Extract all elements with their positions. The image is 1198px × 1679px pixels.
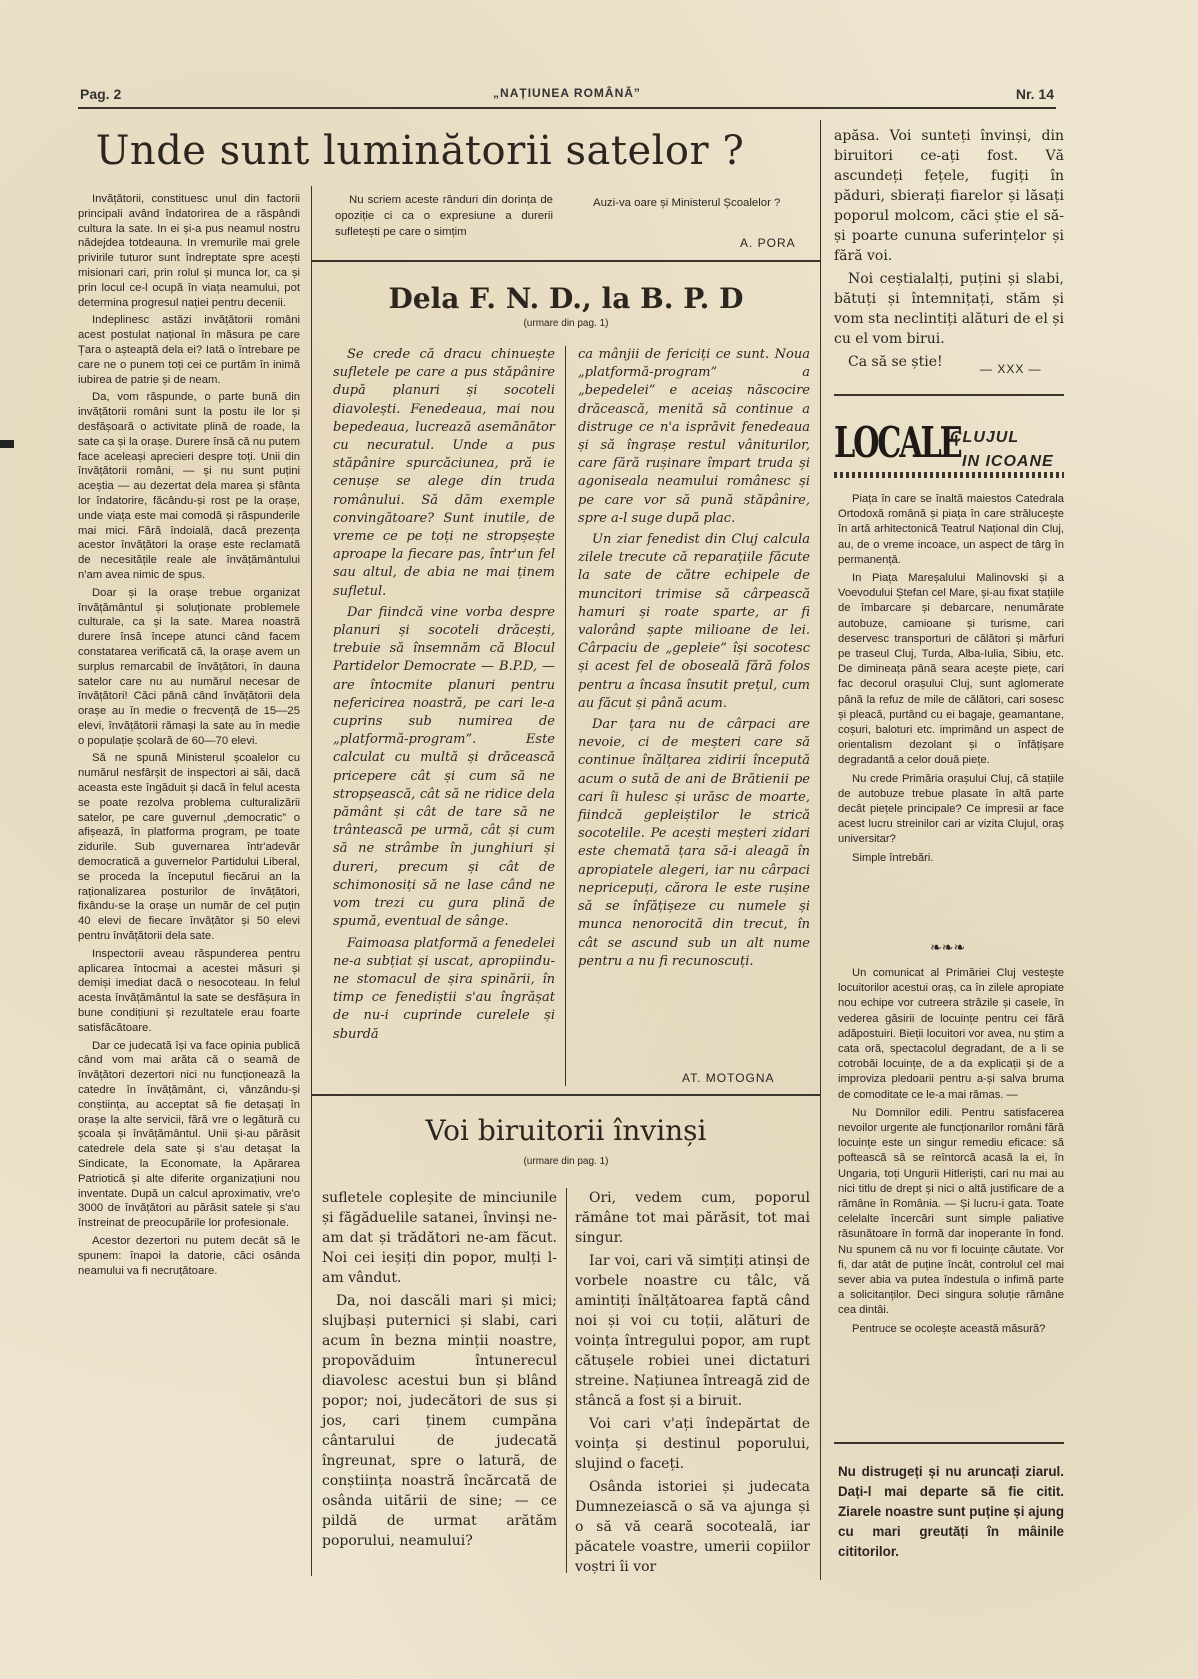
article-1-paragraph: Invățătorii, constituesc unul din factorii principali având îndatorirea de a răspândi cultura la sate. In ei și-a pus neamul nostru nădejdea totdeauna. In vremurile mai grele privirile tuturor sunt îndreptate spre acești misionari cari, prin rolul și munca lor, ca și prin locul ce-l ocupă în viața neamului, pot determina progresul nației pentru decenii. (78, 193, 300, 309)
article-2-paragraph: Un ziar fenedist din Cluj calcula zilele trecute că reparațiile făcute la sate de către echipele de muncitori trimise să cârpească hamuri și roate sparte, ar fi valorând șapte milioane de lei. Cârpaciu de „gepleie” își socotesc și acest fel de oboseală fără folos pentru a încasa însutit prețul, cum au făcut și până acum. (578, 532, 810, 711)
article-1-paragraph: Dar ce judecată își va face opinia publică când vom mai arăta că o seamă de învățători dezertori nici nu funcționează la catedre în învățământ, ci, vânzându-și conștiința, au acceptat să fie detașați în orașe la alte servicii, fără vre o legătură cu școala și învățământul. Unii și-au părăsit catedrele dela sate și s'au detașat la Sindicate, la Economate, la Apărarea Patriotică și alte diferite organizațiuni nou inventate. După un calcul aproximativ, vre'o 3000 de învățători au părăsit satele și s'au înstreinat de preocupările lor profesionale. (78, 1039, 300, 1230)
locale-paragraph: Piața în care se înaltă maiestos Catedrala Ortodoxă română și piața în care strălucește în artă arhitectonică Teatrul Național din Cluj, au, de o vreme incoace, un aspect de târg în permanență. (838, 493, 1064, 566)
locale-paragraph: Nu crede Primăria orașului Cluj, că stațiile de autobuze trebue plasate în altă parte decât piețele principale? Ce impresii ar face acest lucru streinilor cari ar vizita Clujul, oraș universitar? (838, 772, 1064, 846)
article-3-paragraph: Ori, vedem cum, poporul rămâne tot mai părăsit, tot mai singur. (575, 1190, 810, 1246)
article-2-paragraph: Se crede că dracu chinuește sufletele pe care a pus stăpânire după planuri și socoteli diavolești. Fenedeaua, mai nou bepedeaua, lucrează asemănător cu necuratul. Unde a pus stăpânire spurcăciunea, pră ie cenușe se alege din truda românului. Să dăm exemple convingătoare? Sunt inutile, de vreme ce pe toți ne stropșește aproape la fiecare pas, într'un fel sau altul, de abia ne mai ținem sufletul. (333, 347, 555, 599)
article-1-paragraph: Nu scriem aceste rânduri din dorința de opoziție ci ca o expresiune a durerii sufletești pe care o simțim (335, 194, 553, 238)
article-3-continuation (834, 126, 1064, 375)
locale-body-2 (838, 966, 1064, 1340)
article-3-paragraph: Da, noi dascăli mari și mici; slujbași puternici și slabi, cari acum în bezna minții noastre, propovăduim întunerecul diavolesc acestui bun și blând popor; noi, judecători de sus și jos, cari ținem cumpăna cântarului de judecată îngreunat, spre o latură, de conștiința noastră încărcată de osânda uitării de sine; — ce pildă de urmat arătăm poporului, neamului? (322, 1293, 557, 1549)
locale-paragraph: Nu Domnilor edili. Pentru satisfacerea nevoilor urgente ale funcționarilor români fără locuințe este un singur remediu eficace: să poftească să se reîntorcă acasă la ei, în Ungaria, toți Ungurii Hitleriști, cari nu mai au nici titlu de drept și nici o altă justificare de a rămâne în România. — Și lucru-i gata. Toate celelalte încercări sunt simple paliative răsunătoare în formă dar inoperante în fond. Nu spunem că nu vor fi locuințe căutate. Vor fi, dar atât de puține încât, controlul cel mai sever abia va putea îndestula o infimă parte a solicitanților. Deci singura soluție rămâne cea dintâi. (838, 1106, 1064, 1317)
newspaper-name: „NAȚIUNEA ROMÂNĂ” (493, 86, 641, 100)
article-1-title: Unde sunt luminătorii satelor ? (95, 128, 745, 174)
article-2-paragraph: Dar țara nu de cârpaci are nevoie, ci de meșteri care să continue înălțarea zidirii începută acum o sută de ani de Brătienii pe cari îi hulesc și urăsc de moarte, fiindcă gepleiștilor le strică socotelile. Pe acești meșteri zidari este chemată țara să-i aleagă în apropiatele alegeri, iar nu cârpaci nepricepuți, cărora le este rușine să se înfățișeze cu numele și munca nenorocită din trecut, în cât se ascund sub un alt nume pentru a nu fi recunoscuți. (578, 717, 810, 969)
article-3-paragraph: Noi ceștialalți, puțini și slabi, bătuți și întemnițați, stăm și vom sta neclintiți alături de el și cu el vom birui. (834, 271, 1064, 347)
locale-subtitle-line1: CLUJUL (950, 429, 1020, 446)
article-1-paragraph: Auzi-va oare și Ministerul Școalelor ? (593, 197, 781, 209)
locale-header (834, 418, 1074, 470)
locale-paragraph: In Piața Mareșalului Malinovski și a Voevodului Ștefan cel Mare, și-au fixat stațiile de îmbarcare și debarcare, nenumărate autobuze, camioane și turisme, cari deservesc transporturi de călători și mărfuri pe traseul Cluj, Turda, Alba-Iulia, Sibiu, etc. De dimineața până seara acește piețe, cari fac decorul orașului Cluj, sunt aglomerate până la refuz de mile de călători, cari sosesc și pleacă, purtând cu ei bagaje, geamantane, coșuri, baloturi etc. imprimând un aspect de orientalism dezolant și o înfățișare degradantă a celor două piețe. (838, 572, 1064, 767)
article-2-paragraph: Dar fiindcă vine vorba despre planuri și socoteli drăcești, trebuie să însemnăm că Blocul Partidelor Democrate — B.P.D, — are întocmite planuri pentru nefericirea noastră, pe cari le-a cuprins sub numirea de „platformă-program”. Este calculat cu multă și drăcească pricepere cât și cum să ne stropșească, cât să ne ridice dela pământ și cât de tare să ne trântească pe urmă, cât și cum să ne strâmbe în junghiuri și dureri, precum și cât de schimonosiți să ne lase când ne vom trezi cu gura plină de spumă, eventual de sânge. (333, 604, 555, 930)
article-1-paragraph: Indeplinesc astăzi invățătorii români acest postulat național în măsura pe care Țara o așteaptă dela ei? Iată o întrebare pe care ne o punem toți cei ce purtăm în inimă iubirea de patrie și de neam. (78, 314, 300, 386)
article-2-col-right (578, 346, 810, 974)
article-3-paragraph: Osânda istoriei și judecata Dumnezeiască o să va ajunga și o să vă ceară socoteală, iar păcatele voastre, umerii copiilor voștri îi vor (575, 1479, 810, 1575)
locale-logo: LOCALE (834, 418, 961, 467)
article-2-bottom-rule (312, 1094, 820, 1096)
locale-subtitle-line2: IN ICOANE (962, 453, 1054, 470)
article-2-col-left (333, 346, 555, 1047)
article-2-title: Dela F. N. D., la B. P. D (388, 282, 744, 315)
notice-box: Nu distrugeți și nu aruncați ziarul. Dați-l mai departe să fie citit. Ziarele noastre sunt puține și ajung cu mari greutăți în mâinile cititorilor. (838, 1464, 1064, 1559)
page-number: Pag. 2 (80, 86, 122, 102)
article-2-continued: (urmare din pag. 1) (523, 318, 609, 329)
column-divider-2 (820, 120, 821, 1580)
issue-number: Nr. 14 (1015, 86, 1054, 102)
article-3-divider (566, 1188, 567, 1573)
article-3-signature: — XXX — (980, 362, 1042, 376)
locale-paragraph: Pentruce se ocolește această măsură? (852, 1322, 1046, 1335)
locale-body (838, 492, 1064, 869)
locale-subtitle (940, 426, 1054, 474)
article-2-divider (565, 346, 566, 1086)
article-3-paragraph: Ca să se știe! (848, 354, 943, 370)
article-3-paragraph: apăsa. Voi sunteți învinși, din biruitori ce-ați fost. Vă ascundeți fețele, fugiți în păduri, sbierați fiarelor și lăsați poporul molcom, căci știe el să-și poarte cununa suferințelor și fără voi. (834, 128, 1064, 264)
article-3-paragraph: sufletele copleșite de minciunile și făgăduelile satanei, învinși ne-am dat și trădători ne-am făcut. Noi cei ieșiți din popor, mulți l-am vândut. (322, 1190, 557, 1286)
article-3-title: Voi biruitorii învinși (425, 1114, 707, 1147)
article-1-paragraph: Să ne spună Ministerul școalelor cu numărul nesfârșit de inspectori ai săi, dacă aceasta este îngăduit și dacă în felul acesta se poate rezolva problema culturalizării satelor, pe care guvernul „democratic” o afișează, în platforma program, pe toate zidurile. Sub guvernarea într'adevăr democratică a guvernelor Partidului Liberal, se proceda la începutul fiecărui an la raționalizarea posturilor de învățători, fixându-se la orașe un număr de cel puțin 40 elevi de fiecare învățător și 50 elevi pentru învățătorii dela sate. (78, 752, 300, 943)
locale-paragraph: Un comunicat al Primăriei Cluj vestește locuitorilor acestui oraș, ca în zilele apropiate nou echipe vor cutreera străzile și casele, în vederea găsirii de locuințe pentru cei fără adăpostuiri. Bieții locuitori vor avea, nu știm a cata oră, spectacolul degradant, de a li se cotrobăi locuințe, de a da explicații și de a improviza pledoarii pentru a-și salva bruma de comoditate ce le-a mai rămas. — (838, 967, 1064, 1101)
header-rule (78, 107, 1056, 109)
ornament-divider: ❧❧❧ (930, 940, 966, 956)
column-divider-1 (311, 186, 312, 1576)
locale-wavy-rule (834, 472, 1064, 478)
article-1-paragraph: Acestor dezertori nu putem decât să le spunem: înapoi la datorie, căci osânda neamului va fi necruțătoare. (78, 1234, 300, 1277)
page-header (80, 86, 1054, 108)
article-1-body (78, 192, 300, 1281)
article-3-col-left (322, 1188, 557, 1554)
article-1-bottom-rule (312, 260, 820, 262)
locale-paragraph: Simple întrebări. (852, 851, 934, 864)
notice-top-rule (834, 1442, 1064, 1444)
article-1-col3 (593, 192, 803, 217)
article-1-paragraph: Inspectorii aveau răspunderea pentru aplicarea întocmai a acestei măsuri și demiși imediat dacă o nesocoteau. In felul acesta învățământul la sate se desfășura în bune condițiuni și rezultatele erau foarte satisfăcătoare. (78, 947, 300, 1034)
article-2-paragraph: ca mânjii de fericiți ce sunt. Noua „platformă-program” a „bepedelei” e aceiaș născocire drăcească, menită să continue a distruge ce n'a isprăvit fenedeaua și să îngrașe restul vâniturilor, care fără rușinare împart truda și agoniseala neamului românesc și pe care vor să pună stăpânire, spre a-l suge după plac. (578, 347, 810, 526)
article-1-col2 (335, 192, 553, 243)
article-3-paragraph: Voi cari v'ați îndepărtat de voința și destinul poporului, slujind o faceți. (575, 1416, 810, 1472)
article-1-paragraph: Doar și la orașe trebue organizat învățământul și soluționate problemele culturale, ca și la sate. Marea noastră durere însă începe atunci când facem constatarea verificată că, la orașe avem un surplus remarcabil de învățători, în dauna satelor care nu au numărul necesar de învățători! Căci până când învățătorii dela orașe au în medie o frecvență de 15—25 elevi, învățătorii rămași la sate au în medie o populație școlară de 60—70 elevi. (78, 586, 300, 747)
article-3-col-right (575, 1188, 810, 1580)
article-3-paragraph: Iar voi, cari vă simțiți atinși de vorbele noastre cu tâlc, vă amintiți înălțătoarea faptă când noi și voi cu toții, alături de voința întregului popor, am rupt cătușele robiei unei dictaturi streine. Națiunea întreagă zid de stâncă a fost și a biruit. (575, 1253, 810, 1409)
article-2-author: AT. MOTOGNA (682, 1071, 775, 1085)
article-3-continued: (urmare din pag. 1) (523, 1156, 609, 1167)
locale-top-rule (834, 394, 1064, 396)
article-2-paragraph: Faimoasa platformă a fenedelei ne-a subțiat și uscat, apropiindu-ne stomacul de șira spinării, în timp ce fenediștii s'au îngrășat de nu-i cuprinde curelele și sburdă (333, 935, 555, 1042)
article-1-author: A. PORA (740, 236, 796, 250)
punch-hole-mark (0, 440, 14, 448)
article-1-paragraph: Da, vom răspunde, o parte bună din invățătorii români sunt la postu ile lor și desfășoară o activitate plină de roade, la sate ca și la orașe. Durere însă că nu putem face aceleași aprecieri despre toți. Unii din învățătorii români, — și nu sunt puțini aceștia — au dezertat dela marea și sfânta lor îndatorire, făcându-și rost pe la orașe, unde viața este mai comodă și răspunderile mai mici. Fără îndoială, dacă prezența acestor învățători la orașe este reclamată de necesitățile reale ale învățământului n'am avea nimic de spus. (78, 391, 300, 581)
